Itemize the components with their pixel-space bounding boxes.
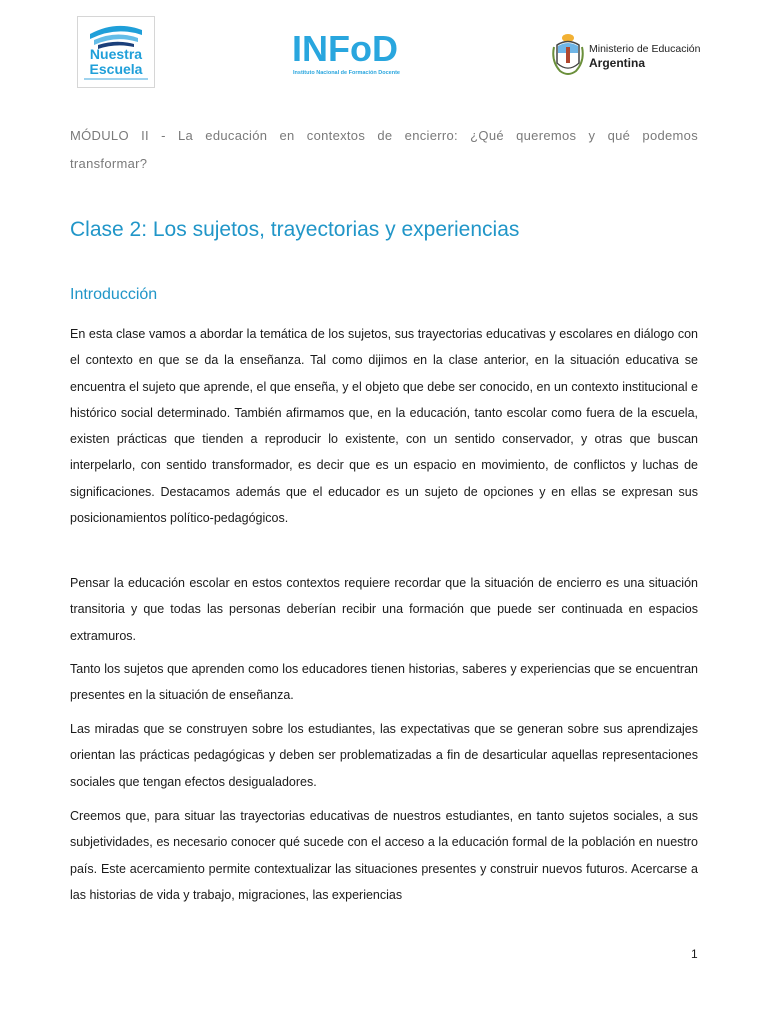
paragraph-2: Pensar la educación escolar en estos contextos requiere recordar que la situación de encierro es una situación transitoria y que todas las personas deberían recibir una formación que puede ser continuada en espacios extramuros. [70,576,698,643]
section-heading: Introducción [70,286,158,303]
paragraph-1: En esta clase vamos a abordar la temática de los sujetos, sus trayectorias educativas y escolares en diálogo con el contexto en que se da la enseñanza. Tal como dijimos en la clase anterior, en la situación educativa se encuentra el sujeto que aprende, el que enseña, y el objeto que debe ser conocido, en un contexto institucional e histórico social determinado. También afirmamos que, en la educación, tanto escolar como fuera de la escuela, existen prácticas que tienden a reproducir lo existente, con un sentido conservador, y otras que buscan interpelarlo, con sentido transformador, es decir que es un espacio en movimiento, de conflictos y luchas de significaciones. Destacamos además que el educador es un sujeto de opciones y en ellas se expresan sus posicionamientos político-pedagógicos. [70,327,698,526]
logo-line1: Nuestra [89,46,143,62]
ministry-line1: Ministerio de Educación [589,43,701,55]
paragraph-5: Creemos que, para situar las trayectorias educativas de nuestros estudiantes, en tanto sujetos sociales, a sus subjetividades, es necesario conocer qué sucede con el acceso a la educación formal de la población en nuestro país. Este acercamiento permite contextualizar las situaciones presentes y construir nuevos futuros. Acercarse a las historias de vida y trabajo, migraciones, las experiencias [70,809,698,902]
infod-wordmark: INFoD [292,28,398,69]
class-title: Clase 2: Los sujetos, trayectorias y experiencias [70,218,520,241]
nuestra-escuela-logo [77,16,155,88]
ministry-line2: Argentina [589,56,646,70]
module-heading-line1: MÓDULO II - La educación en contextos de encierro: ¿Qué queremos y qué podemos [70,128,698,143]
infod-tagline: Instituto Nacional de Formación Docente [293,70,400,76]
coat-of-arms-icon [552,33,584,77]
paragraph-4: Las miradas que se construyen sobre los estudiantes, las expectativas que se generan sobre sus aprendizajes orientan las prácticas pedagógicas y deben ser problematizadas a fin de desarticular aquellas representaciones sociales que tengan efectos desigualadores. [70,722,698,789]
module-heading [70,124,698,147]
logo-line2: Escuela [89,61,143,77]
module-heading-line2: transformar? [70,156,148,171]
ministry-logo [552,33,702,81]
paragraph-3: Tanto los sujetos que aprenden como los educadores tienen historias, saberes y experiencias que se encuentran presentes en la situación de enseñanza. [70,662,698,703]
infod-logo [292,28,422,80]
logo-underline [84,78,148,80]
page-number: 1 [691,947,698,961]
